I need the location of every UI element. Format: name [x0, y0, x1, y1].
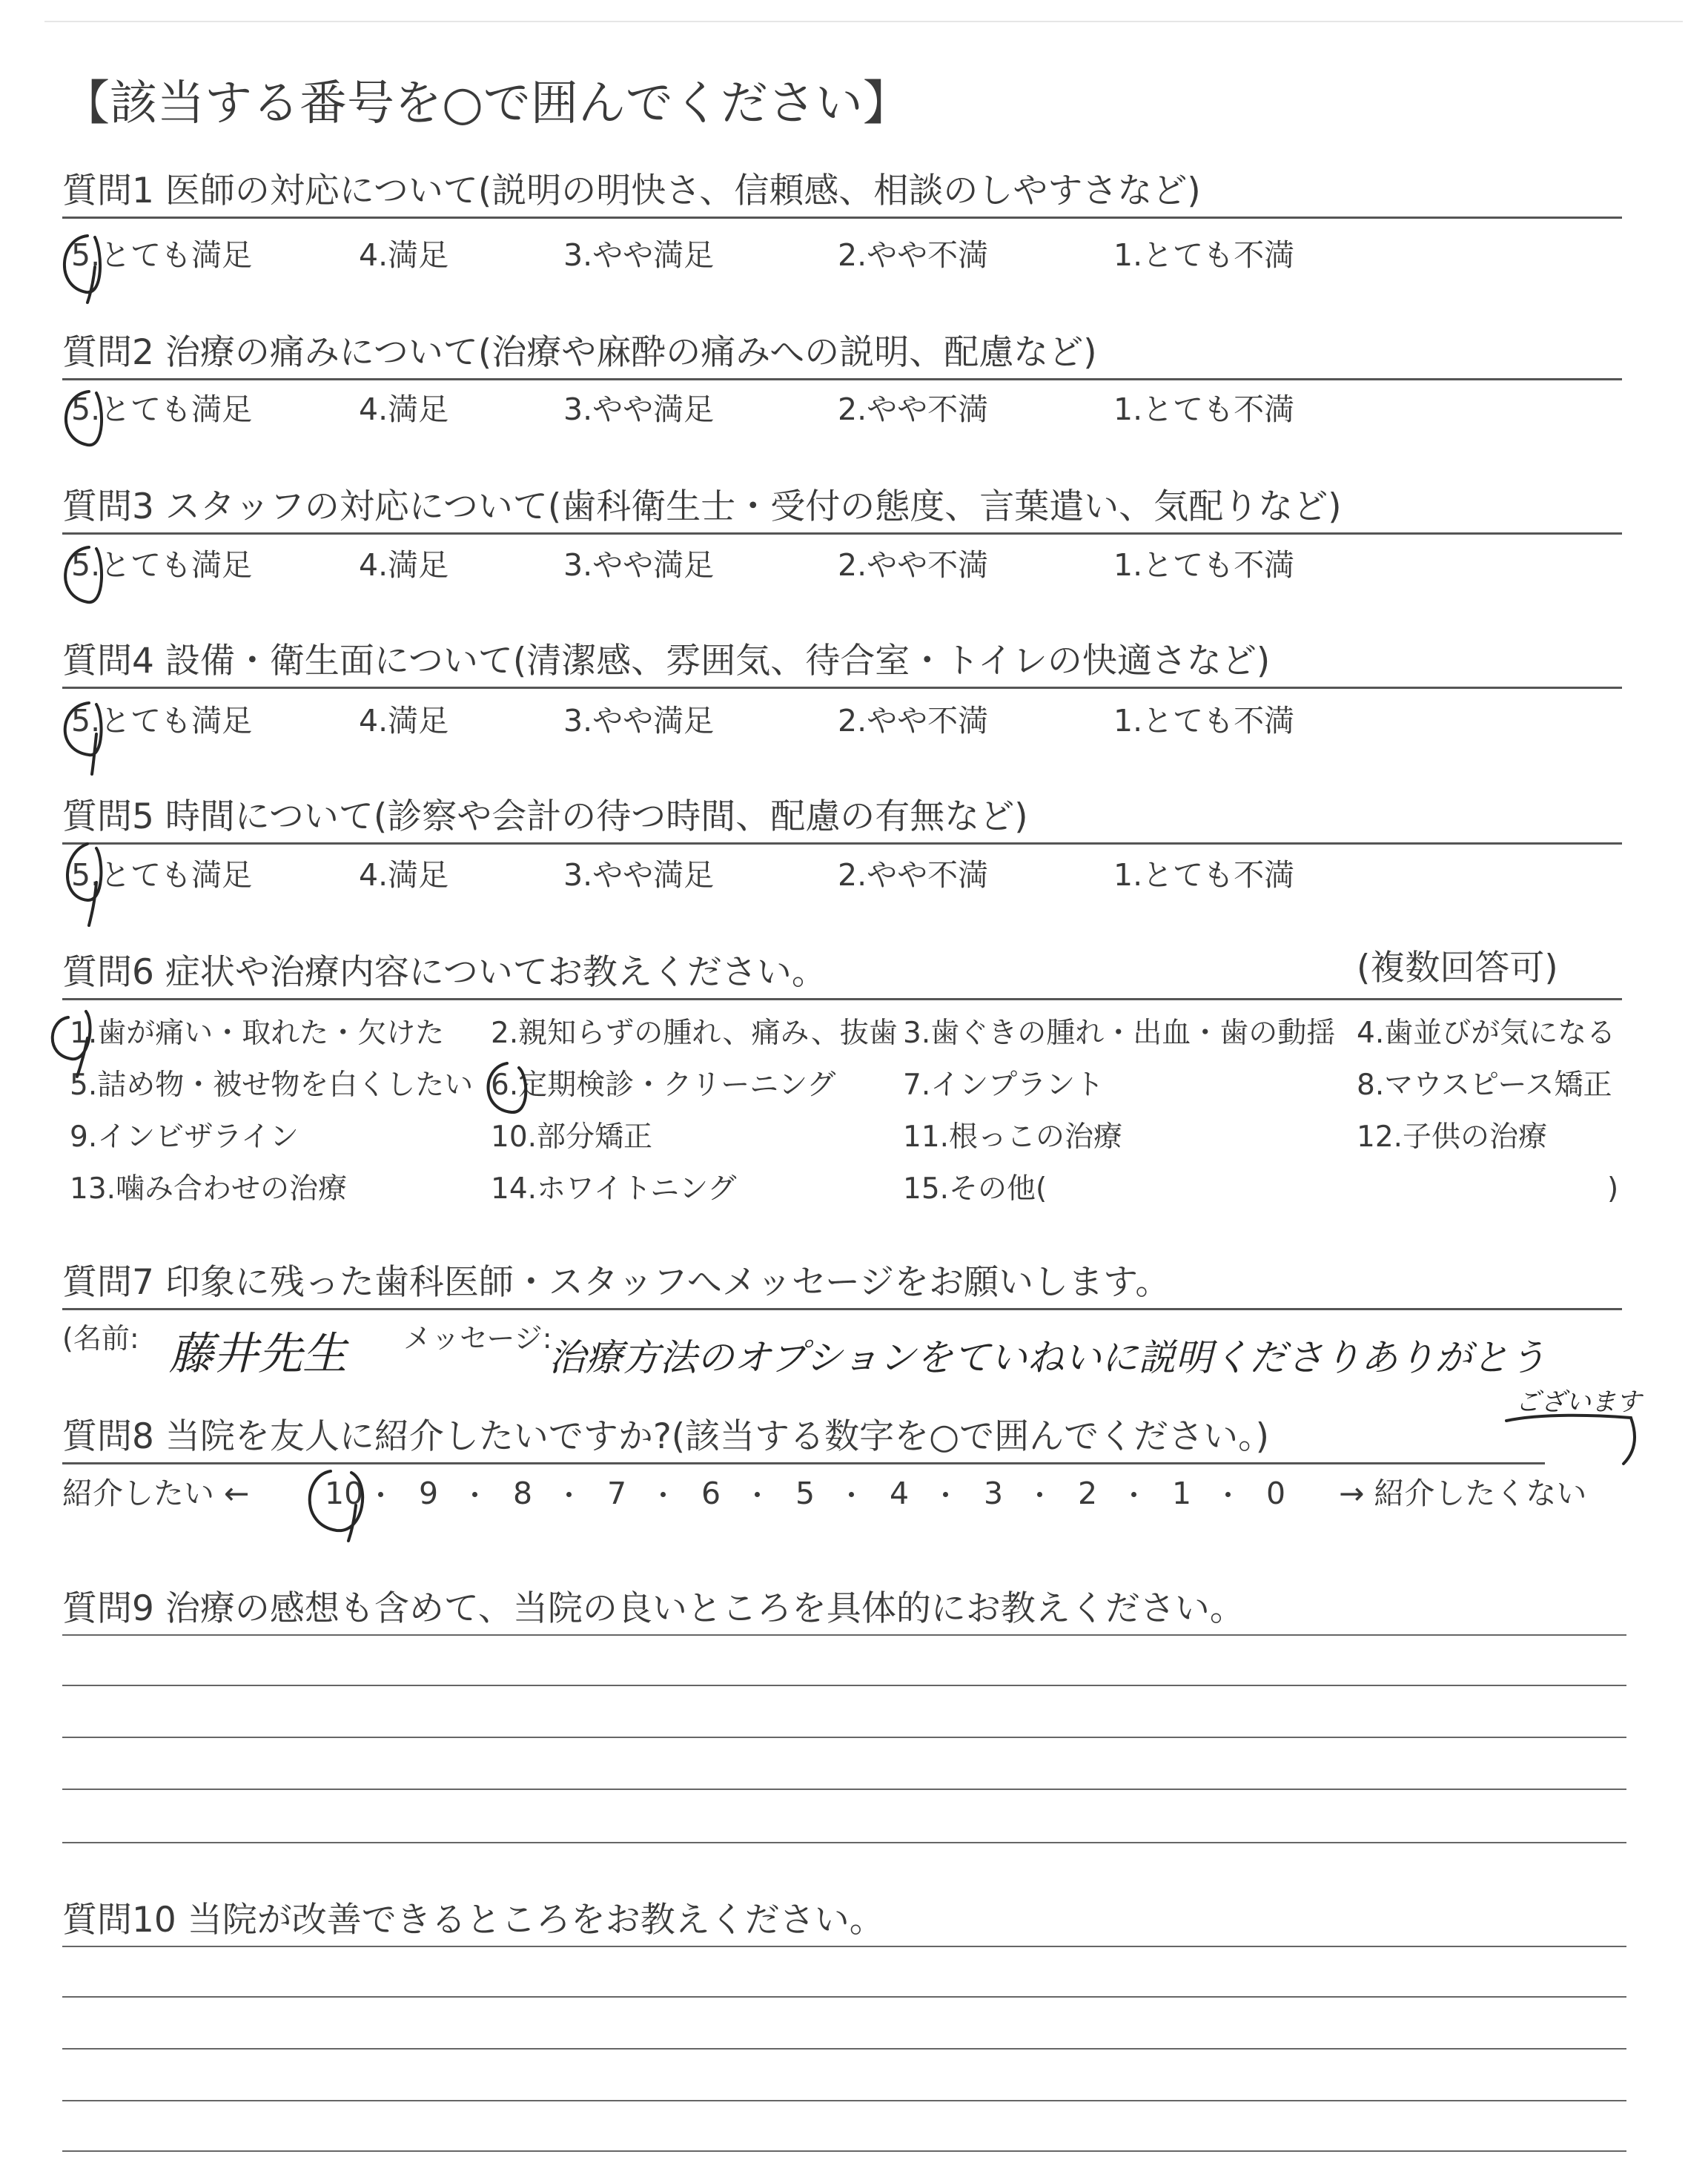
q6-item-13[interactable]: 13.噛み合わせの治療: [70, 1172, 348, 1206]
q8-left-label: 紹介したい ←: [62, 1476, 250, 1511]
question-8-title: 質問8 当院を友人に紹介したいですか?(該当する数字を○で囲んでください。): [62, 1416, 1269, 1457]
q5-option-3[interactable]: 3.やや満足: [563, 857, 715, 893]
q4-circle-mark: [65, 703, 102, 774]
q8-scale-4[interactable]: 4: [890, 1476, 910, 1511]
question-7-title: 質問7 印象に残った歯科医師・スタッフへメッセージをお願いします。: [62, 1262, 1171, 1303]
q6-item-4[interactable]: 4.歯並びが気になる: [1357, 1017, 1616, 1050]
q6-item-2[interactable]: 2.親知らずの腫れ、痛み、抜歯: [491, 1017, 898, 1050]
q5-option-5[interactable]: 5.とても満足: [71, 857, 253, 893]
q8-scale-0[interactable]: 0: [1266, 1476, 1286, 1511]
q7-name-value[interactable]: 藤井先生: [169, 1328, 347, 1380]
q8-scale-7[interactable]: 7: [607, 1476, 627, 1511]
q8-scale-9[interactable]: 9: [419, 1476, 439, 1511]
q6-item-5[interactable]: 5.詰め物・被せ物を白くしたい: [70, 1069, 474, 1102]
q8-continuation-underline: [1506, 1416, 1635, 1464]
q3-option-2[interactable]: 2.やや不満: [838, 547, 989, 583]
q6-item-12[interactable]: 12.子供の治療: [1357, 1120, 1548, 1154]
q8-scale-6[interactable]: 6: [701, 1476, 721, 1511]
q6-item-1-circle-mark: [53, 1011, 90, 1077]
q1-option-1[interactable]: 1.とても不満: [1113, 237, 1295, 273]
q6-item-6[interactable]: 6.定期検診・クリーニング: [491, 1069, 836, 1102]
q6-item-11[interactable]: 11.根っこの治療: [903, 1120, 1123, 1154]
q2-option-4[interactable]: 4.満足: [359, 392, 449, 427]
question-1-title: 質問1 医師の対応について(説明の明快さ、信頼感、相談のしやすさなど): [62, 171, 1201, 211]
question-5-title: 質問5 時間について(診察や会計の待つ時間、配慮の有無など): [62, 796, 1028, 837]
q1-option-3[interactable]: 3.やや満足: [563, 237, 715, 273]
q3-option-4[interactable]: 4.満足: [359, 547, 449, 583]
q1-circle-mark: [64, 236, 100, 303]
q5-option-4[interactable]: 4.満足: [359, 857, 449, 893]
q4-option-4[interactable]: 4.満足: [359, 703, 449, 739]
q6-item-8[interactable]: 8.マウスピース矯正: [1357, 1069, 1612, 1102]
q8-scale-10[interactable]: 10: [325, 1476, 364, 1511]
q3-circle-mark: [65, 547, 102, 602]
q4-option-3[interactable]: 3.やや満足: [563, 703, 715, 739]
q8-scale-5[interactable]: 5: [795, 1476, 815, 1511]
q6-item-7[interactable]: 7.インプラント: [903, 1069, 1105, 1102]
q4-option-5[interactable]: 5.とても満足: [71, 703, 253, 739]
question-2-title: 質問2 治療の痛みについて(治療や麻酔の痛みへの説明、配慮など): [62, 332, 1097, 373]
q3-option-5[interactable]: 5.とても満足: [71, 547, 253, 583]
q8-scale-3[interactable]: 3: [984, 1476, 1004, 1511]
q6-item-10[interactable]: 10.部分矯正: [491, 1120, 653, 1154]
question-3-title: 質問3 スタッフの対応について(歯科衛生士・受付の態度、言葉遣い、気配りなど): [62, 486, 1342, 527]
q2-circle-mark: [66, 392, 102, 445]
question-4-title: 質問4 設備・衛生面について(清潔感、雰囲気、待合室・トイレの快適さなど): [62, 641, 1271, 681]
q6-item-6-circle-mark: [488, 1063, 526, 1112]
q6-item-14[interactable]: 14.ホワイトニング: [491, 1172, 737, 1206]
q8-right-label: → 紹介したくない: [1339, 1476, 1587, 1511]
q5-option-2[interactable]: 2.やや不満: [838, 857, 989, 893]
q6-other-close-paren: ): [1607, 1172, 1619, 1206]
q7-name-label: (名前:: [62, 1322, 139, 1355]
q1-option-2[interactable]: 2.やや不満: [838, 237, 989, 273]
q2-option-5[interactable]: 5.とても満足: [71, 392, 253, 427]
q8-scale-8[interactable]: 8: [513, 1476, 533, 1511]
q2-option-2[interactable]: 2.やや不満: [838, 392, 989, 427]
q1-option-4[interactable]: 4.満足: [359, 237, 449, 273]
q7-message-continuation[interactable]: ございます: [1515, 1387, 1641, 1417]
question-6-title: 質問6 症状や治療内容についてお教えください。: [62, 952, 827, 993]
page-heading: 【該当する番号を○で囲んでください】: [62, 76, 910, 131]
q6-item-1[interactable]: 1.歯が痛い・取れた・欠けた: [70, 1017, 445, 1050]
q7-message-value[interactable]: 治療方法のオプションをていねいに説明くださりありがとう: [549, 1336, 1546, 1379]
q6-item-3[interactable]: 3.歯ぐきの腫れ・出血・歯の動揺: [903, 1017, 1336, 1050]
q2-option-3[interactable]: 3.やや満足: [563, 392, 715, 427]
q4-option-2[interactable]: 2.やや不満: [838, 703, 989, 739]
q3-option-1[interactable]: 1.とても不満: [1113, 547, 1295, 583]
q6-item-9[interactable]: 9.インビザライン: [70, 1120, 299, 1154]
q2-option-1[interactable]: 1.とても不満: [1113, 392, 1295, 427]
q5-option-1[interactable]: 1.とても不満: [1113, 857, 1295, 893]
q8-scale-1[interactable]: 1: [1172, 1476, 1192, 1511]
q4-option-1[interactable]: 1.とても不満: [1113, 703, 1295, 739]
question-6-note: (複数回答可): [1357, 948, 1558, 988]
q3-option-3[interactable]: 3.やや満足: [563, 547, 715, 583]
q8-scale-2[interactable]: 2: [1078, 1476, 1098, 1511]
question-10-title: 質問10 当院が改善できるところをお教えください。: [62, 1900, 884, 1941]
q7-message-label: メッセージ:: [403, 1322, 552, 1355]
question-9-title: 質問9 治療の感想も含めて、当院の良いところを具体的にお教えください。: [62, 1588, 1245, 1629]
q6-item-15[interactable]: 15.その他(: [903, 1172, 1047, 1206]
q8-circle-mark: [310, 1471, 363, 1541]
q1-option-5[interactable]: 5.とても満足: [71, 237, 253, 273]
q5-circle-mark: [67, 844, 101, 925]
